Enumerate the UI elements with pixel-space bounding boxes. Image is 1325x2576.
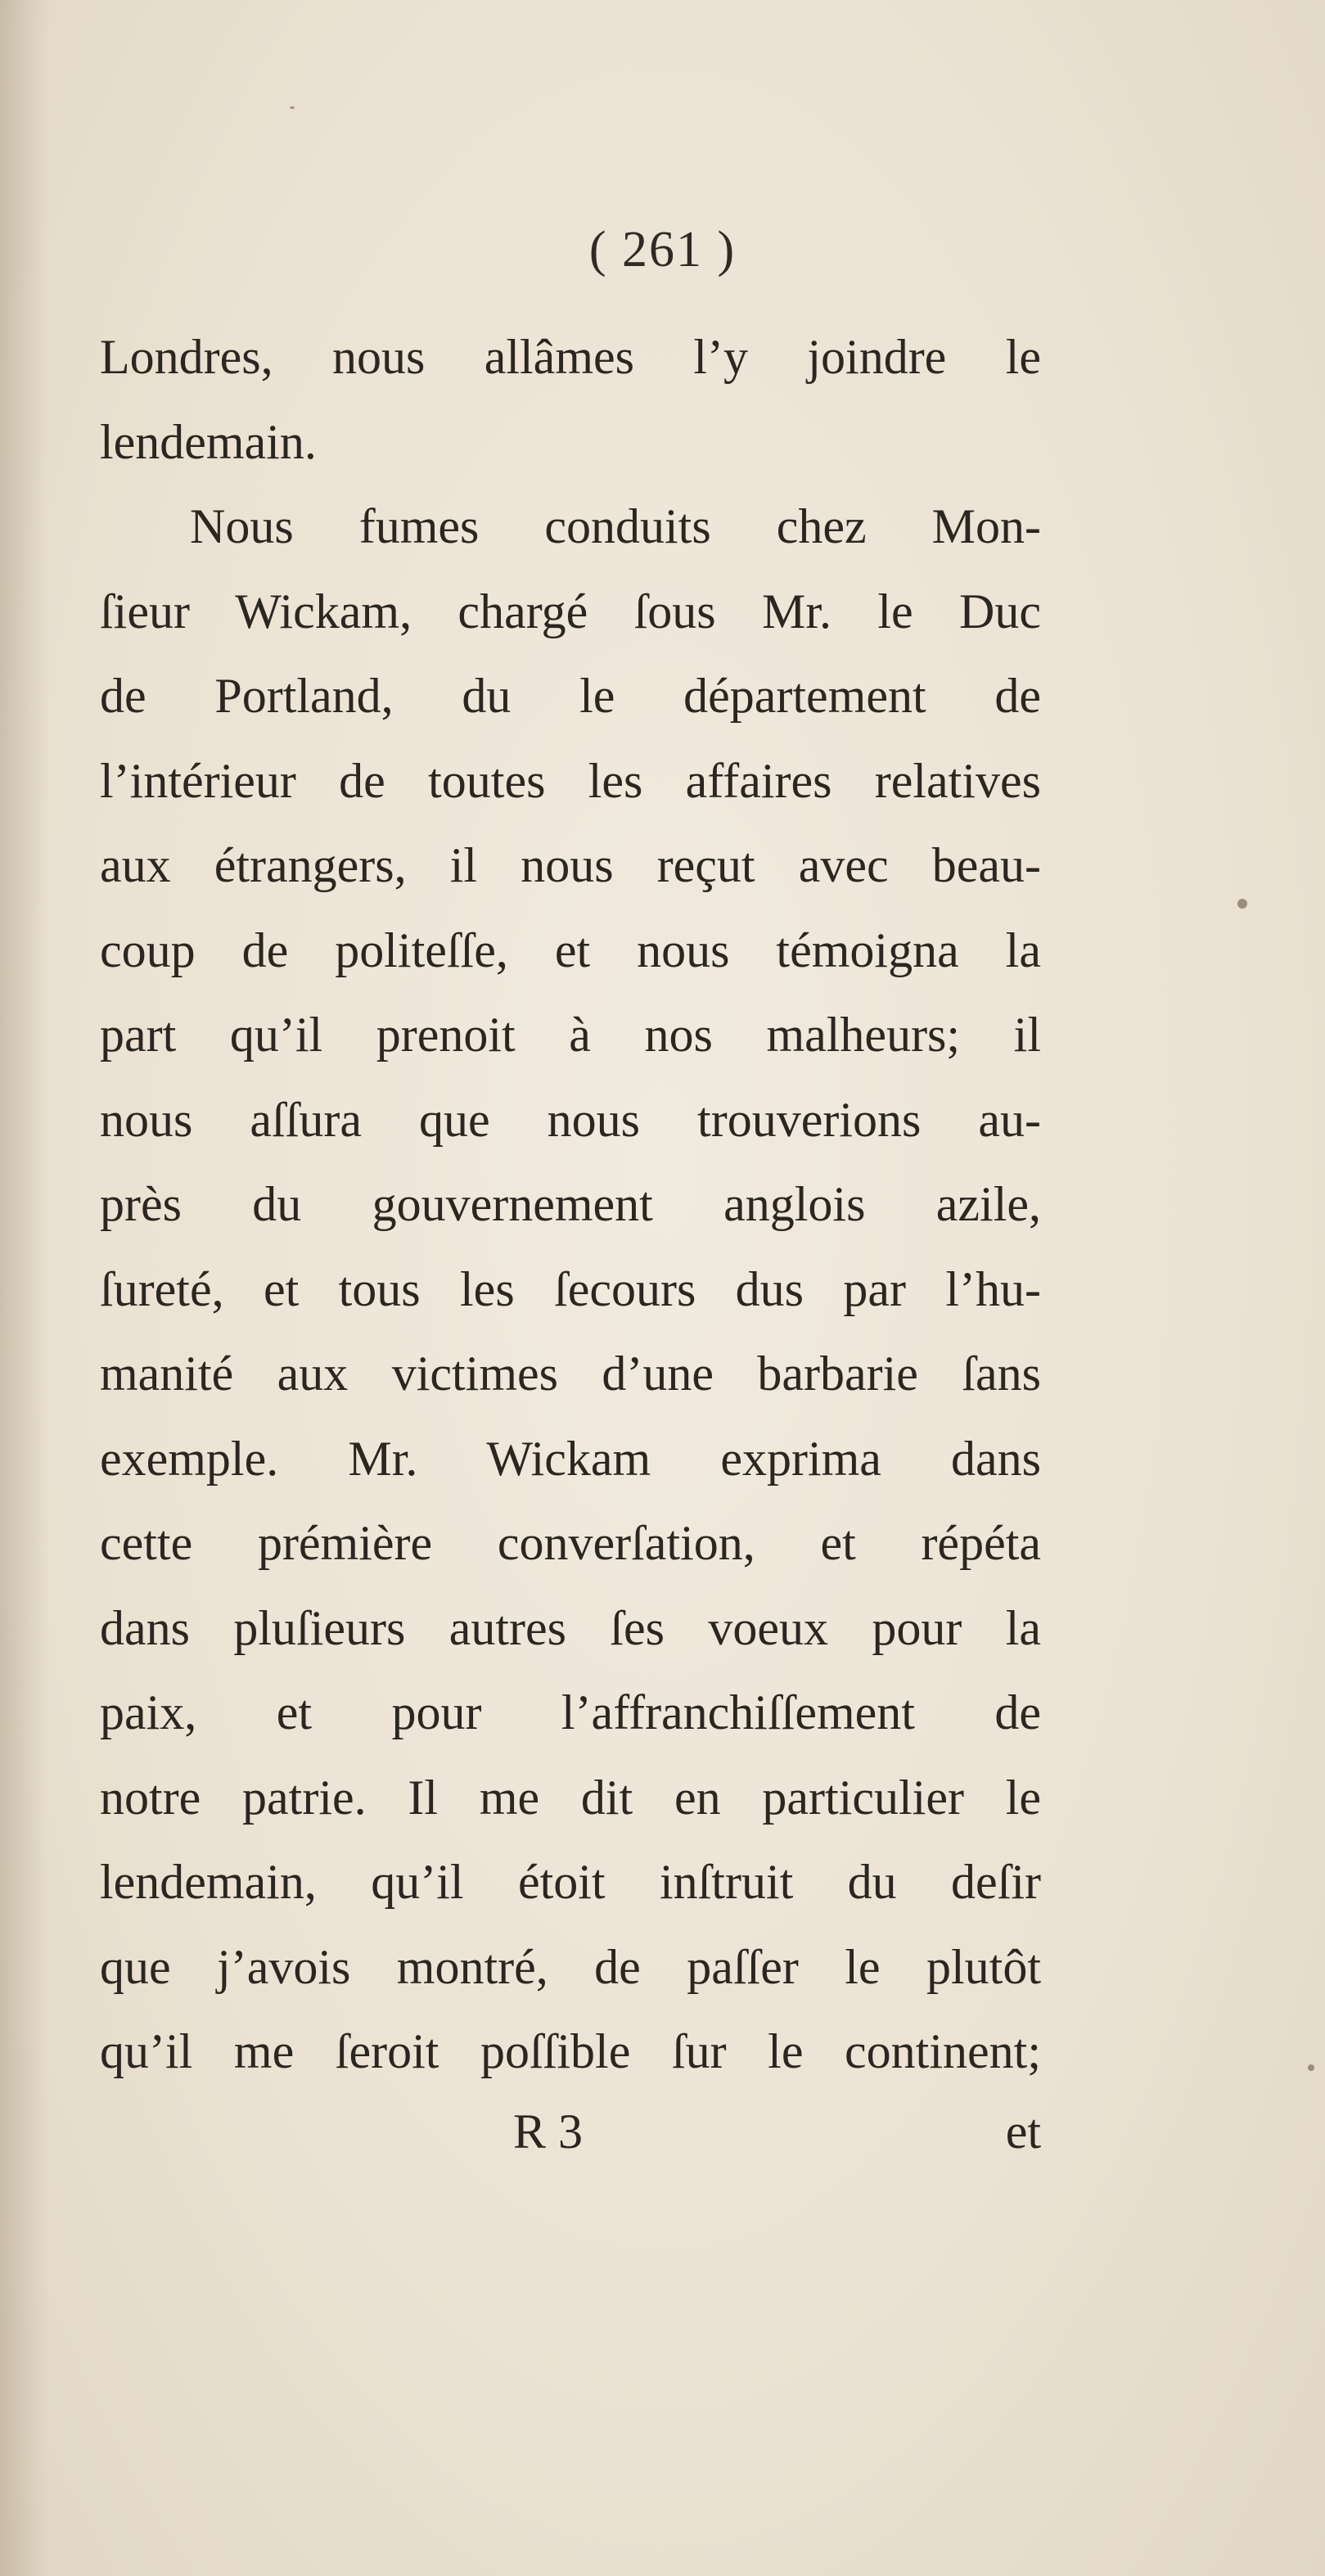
- text-line: Londres, nous allâmes l’y joindre le: [100, 330, 1041, 384]
- text-line: lendemain.: [100, 414, 317, 469]
- text-line: de Portland, du le département de: [100, 669, 1041, 723]
- text-line: manité aux victimes d’une barbarie ſans: [100, 1347, 1041, 1401]
- paper-speck: [1308, 2064, 1314, 2071]
- text-line: Nous fumes conduits chez Mon-: [190, 499, 1041, 553]
- text-line: dans pluſieurs autres ſes voeux pour la: [100, 1600, 1041, 1655]
- text-line: nous aſſura que nous trouverions au-: [100, 1092, 1041, 1147]
- text-line: paix, et pour l’affranchiſſement de: [100, 1685, 1041, 1739]
- text-line: part qu’il prenoit à nos malheurs; il: [100, 1008, 1041, 1062]
- text-line: notre patrie. Il me dit en particulier le: [100, 1770, 1041, 1825]
- text-line: ſureté, et tous les ſecours dus par l’hu-: [100, 1261, 1041, 1316]
- page-footer: [100, 2104, 1041, 2169]
- text-line: près du gouvernement anglois azile,: [100, 1177, 1041, 1231]
- text-line: que j’avois montré, de paſſer le plutôt: [100, 1939, 1041, 1994]
- page-number: ( 261 ): [588, 222, 737, 277]
- paper-speck: [1237, 899, 1247, 909]
- text-line: ſieur Wickam, chargé ſous Mr. le Duc: [100, 584, 1041, 638]
- signature-mark: R 3: [513, 2105, 584, 2159]
- text-line: cette prémière converſation, et répéta: [100, 1516, 1041, 1570]
- paper-speck: [290, 106, 295, 109]
- body-text: [100, 315, 1041, 2095]
- text-line: l’intérieur de toutes les affaires relatives: [100, 753, 1041, 808]
- text-line: aux étrangers, il nous reçut avec beau-: [100, 838, 1041, 892]
- text-line: exemple. Mr. Wickam exprima dans: [100, 1431, 1041, 1486]
- gutter-shadow: [0, 0, 49, 2576]
- catchword: et: [1005, 2105, 1041, 2159]
- text-line: coup de politeſſe, et nous témoigna la: [100, 923, 1041, 977]
- text-line: lendemain, qu’il étoit inſtruit du deſir: [100, 1855, 1041, 1909]
- text-line: qu’il me ſeroit poſſible ſur le continent;: [100, 2024, 1041, 2078]
